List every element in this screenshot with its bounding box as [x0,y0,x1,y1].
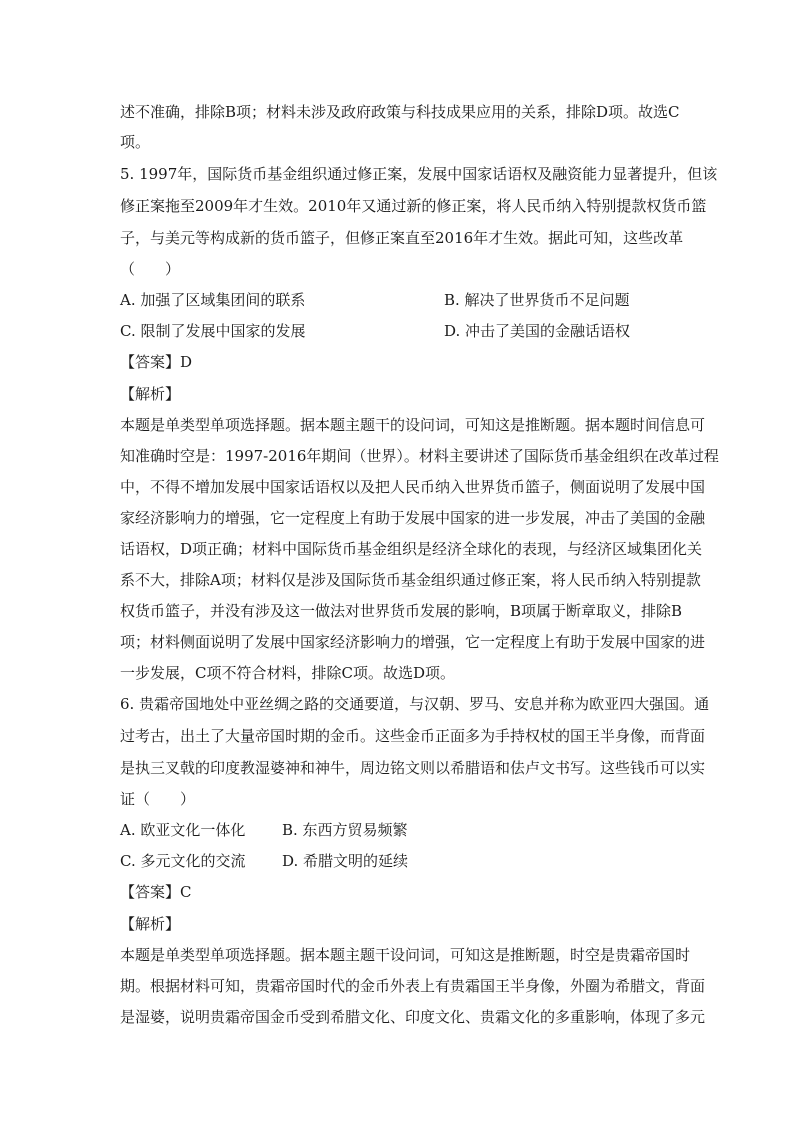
q5-analysis-heading: 【解析】 [120,385,181,403]
q5-analysis-line-3: 中，不得不增加发展中国家话语权以及把人民币纳入世界货币篮子，侧面说明了发展中国 [120,478,706,496]
q5-analysis-line-1: 本题是单类型单项选择题。据本题主题干的设问词，可知这是推断题。据本题时间信息可 [120,416,706,434]
prev-analysis-line-2: 项。 [120,133,151,151]
q5-analysis-line-8: 项；材料侧面说明了发展中国家经济影响力的增强，它一定程度上有助于发展中国家的进 [120,633,706,651]
q6-analysis-line-3: 是湿婆，说明贵霜帝国金币受到希腊文化、印度文化、贵霜文化的多重影响，体现了多元 [120,1008,706,1026]
q6-stem-line-2: 过考古，出土了大量帝国时期的金币。这些金币正面多为手持权杖的国王半身像，而背面 [120,727,706,745]
q5-analysis-line-6: 系不大，排除A项；材料仅是涉及国际货币基金组织通过修正案，将人民币纳入特别提款 [120,571,701,589]
q5-analysis-line-5: 话语权，D项正确；材料中国际货币基金组织是经济全球化的表现，与经济区域集团化关 [120,540,703,558]
q6-analysis-line-1: 本题是单类型单项选择题。据本题主题干设问词，可知这是推断题，时空是贵霜帝国时 [120,946,691,964]
q6-answer: 【答案】C [120,883,192,901]
q6-option-d: D. 希腊文明的延续 [282,852,409,870]
q6-option-a: A. 欧亚文化一体化 [120,821,246,839]
q5-stem-line-3: 子，与美元等构成新的货币篮子，但修正案直至2016年才生效。据此可知，这些改革 [120,229,684,247]
q5-option-a: A. 加强了区域集团间的联系 [120,291,306,309]
q5-stem-line-2: 修正案拖至2009年才生效。2010年又通过新的修正案，将人民币纳入特别提款权货币篮 [120,197,707,215]
q5-analysis-line-7: 权货币篮子，并没有涉及这一做法对世界货币发展的影响，B项属于断章取义，排除B [120,602,683,620]
q6-analysis-heading: 【解析】 [120,915,181,933]
q6-stem-line-4: 证（ ） [120,790,196,808]
q5-analysis-line-2: 知准确时空是：1997-2016年期间（世界）。材料主要讲述了国际货币基金组织在改革过程 [120,447,719,465]
q5-stem-line-1: 5. 1997年，国际货币基金组织通过修正案，发展中国家话语权及融资能力显著提升，但该 [120,165,718,183]
q6-stem-line-3: 是执三叉戟的印度教湿婆神和神牛，周边铭文则以希腊语和佉卢文书写。这些钱币可以实 [120,759,706,777]
prev-analysis-line-1: 述不准确，排除B项；材料未涉及政府政策与科技成果应用的关系，排除D项。故选C [120,103,680,121]
q5-option-d: D. 冲击了美国的金融话语权 [444,322,631,340]
q5-stem-line-4: （ ） [120,260,181,278]
q6-stem-line-1: 6. 贵霜帝国地处中亚丝绸之路的交通要道，与汉朝、罗马、安息并称为欧亚四大强国。通 [120,695,710,713]
q5-analysis-line-9: 一步发展，C项不符合材料，排除C项。故选D项。 [120,664,455,682]
q5-analysis-line-4: 家经济影响力的增强，它一定程度上有助于发展中国家的进一步发展，冲击了美国的金融 [120,509,706,527]
q5-answer: 【答案】D [120,353,193,371]
q6-option-b: B. 东西方贸易频繁 [282,821,408,839]
q5-option-c: C. 限制了发展中国家的发展 [120,322,306,340]
q6-analysis-line-2: 期。根据材料可知，贵霜帝国时代的金币外表上有贵霜国王半身像，外圈为希腊文，背面 [120,977,706,995]
q6-option-c: C. 多元文化的交流 [120,852,246,870]
q5-option-b: B. 解决了世界货币不足问题 [444,291,630,309]
